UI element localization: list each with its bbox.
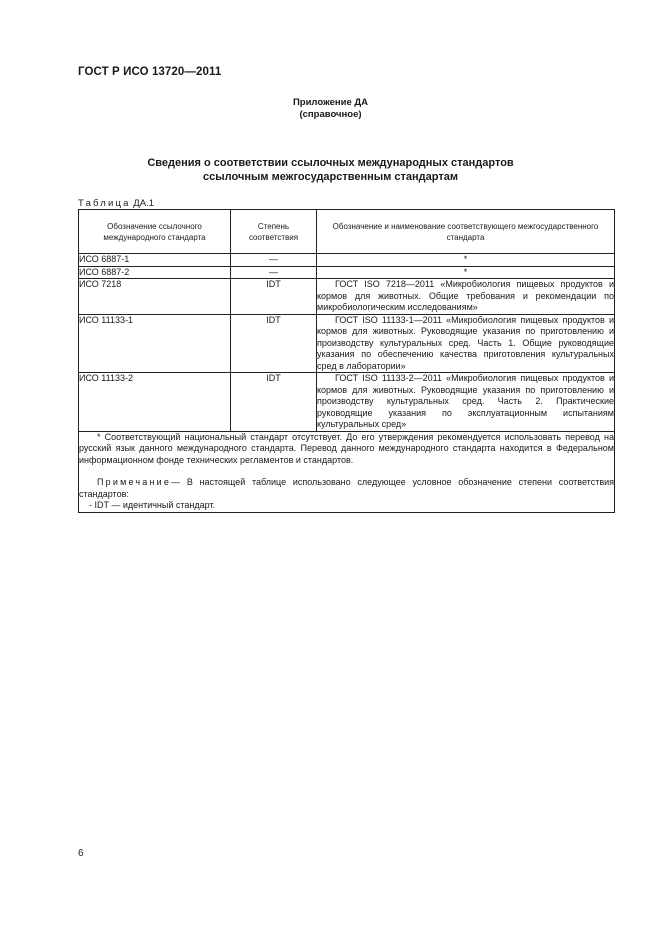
- cell-reference: ИСО 6887-2: [79, 266, 231, 279]
- cell-degree: —: [231, 266, 317, 279]
- table-footnotes: [79, 431, 615, 512]
- cell-reference: ИСО 6887-1: [79, 254, 231, 267]
- column-header-national: Обозначение и наименование соответствующего межгосударственного стандарта: [317, 210, 615, 254]
- table-caption-word: Таблица: [78, 198, 131, 209]
- table-caption: [78, 198, 154, 209]
- cell-degree: —: [231, 254, 317, 267]
- table-footer-row: [79, 431, 615, 512]
- annex-subtitle: (справочное): [299, 109, 362, 120]
- note-list-item: - IDT — идентичный стандарт.: [89, 500, 216, 510]
- cell-reference: ИСО 7218: [79, 279, 231, 315]
- section-title-line-1: Сведения о соответствии ссылочных международных стандартов: [147, 157, 514, 169]
- page-number: 6: [78, 848, 84, 859]
- table-row: [79, 314, 615, 373]
- cell-national: [317, 373, 615, 432]
- cell-national: *: [317, 254, 615, 267]
- cell-degree: IDT: [231, 373, 317, 432]
- cell-national-text: ГОСТ ISO 7218—2011 «Микробиология пищевых продуктов и кормов для животных. Общие требования и рекомендации по микробиологическим исследованиям»: [317, 279, 614, 312]
- note-text: — В настоящей таблице использовано следующее условное обозначение степени соответствия стандартов:: [79, 477, 614, 499]
- annex-title: Приложение ДА: [292, 97, 369, 108]
- cell-national: [317, 314, 615, 373]
- table-caption-id: ДА.1: [133, 198, 154, 209]
- annex-heading: [0, 97, 661, 121]
- note-label: Примечание: [97, 477, 172, 487]
- document-code: ГОСТ Р ИСО 13720—2011: [78, 66, 222, 78]
- cell-national: [317, 279, 615, 315]
- section-title-line-2: ссылочным межгосударственным стандартам: [203, 171, 458, 183]
- cell-national-text: ГОСТ ISO 11133-1—2011 «Микробиология пищевых продуктов и кормов для животных. Руководящие указания по приготовлению и производству культуральных сред. Часть 1. Общие руководящие указания по обеспечению качества приготовления культуральных сред в лаборатории»: [317, 314, 614, 371]
- cell-national: *: [317, 266, 615, 279]
- cell-degree: IDT: [231, 314, 317, 373]
- cell-reference: ИСО 11133-2: [79, 373, 231, 432]
- cell-national-text: ГОСТ ISO 11133-2—2011 «Микробиология пищевых продуктов и кормов для животных. Руководящие указания по приготовлению и производству культуральных сред. Часть 2. Практические руководящие указания по эксплуатационным испытаниям культуральных сред»: [317, 373, 614, 429]
- column-header-degree: Степень соответствия: [231, 210, 317, 254]
- table-row: [79, 373, 615, 432]
- table-note: [79, 477, 614, 500]
- correspondence-table: [78, 209, 615, 513]
- section-title: [0, 156, 661, 184]
- table-row: [79, 266, 615, 279]
- cell-degree: IDT: [231, 279, 317, 315]
- column-header-reference: Обозначение ссылочного международного стандарта: [79, 210, 231, 254]
- cell-reference: ИСО 11133-1: [79, 314, 231, 373]
- table-header-row: [79, 210, 615, 254]
- table-row: [79, 279, 615, 315]
- footnote-absent-standard: * Соответствующий национальный стандарт отсутствует. До его утверждения рекомендуется использовать перевод на русский язык данного международного стандарта. Перевод данного международного стандарта находится в Федеральном информационном фонде технических регламентов и стандартов.: [79, 431, 614, 465]
- table-row: [79, 254, 615, 267]
